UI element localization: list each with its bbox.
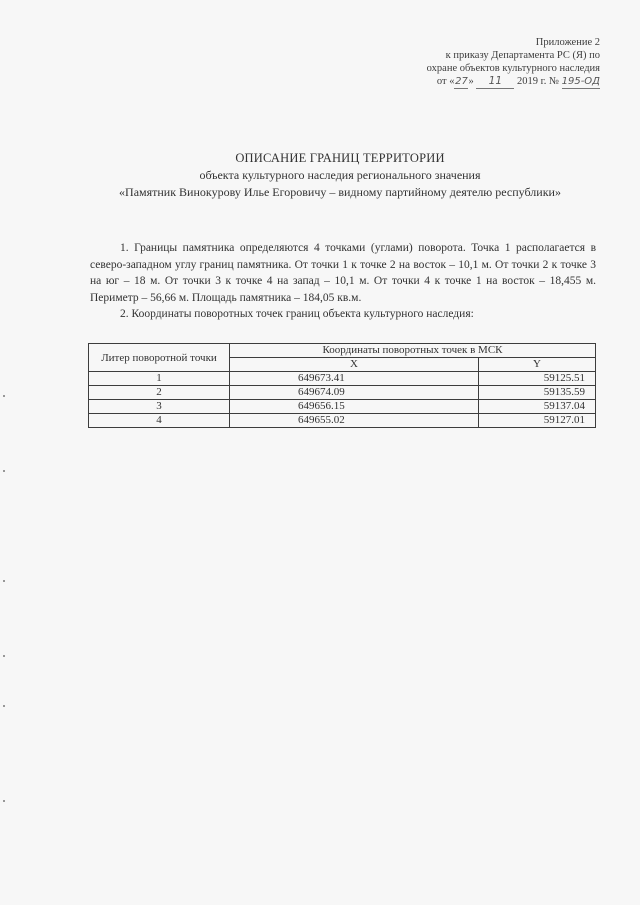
appendix-date-line (400, 75, 600, 89)
appendix-label: Приложение 2 (535, 37, 600, 48)
header-coordinates: Координаты поворотных точек в МСК (230, 344, 596, 358)
cell-x: 649673.41 (230, 372, 479, 386)
date-mid: » (468, 76, 474, 87)
paragraph-coordinates-intro: 2. Координаты поворотных точек границ объекта культурного наследия: (120, 308, 474, 320)
header-x: X (230, 358, 479, 372)
document-body (90, 240, 596, 323)
cell-x: 649674.09 (230, 386, 479, 400)
order-number: 195-ОД (561, 76, 600, 87)
scan-margin-marks (3, 0, 7, 905)
cell-y: 59127.01 (479, 414, 596, 428)
object-name: «Памятник Винокурову Илье Егоровичу – видному партийному деятелю республики» (119, 185, 561, 199)
paragraph-boundaries: 1. Границы памятника определяются 4 точками (углами) поворота. Точка 1 располагается в северо-западном углу границ памятника. От точки 1 к точке 2 на восток – 10,1 м. От точки 2 к точке 3 на юг – 18 м. От точки 3 к точке 4 на запад – 10,1 м. От точки 4 к точке 1 на восток – 18,455 м. Периметр – 56,66 м. Площадь памятника – 184,05 кв.м. (90, 242, 596, 304)
cell-y: 59135.59 (479, 386, 596, 400)
table-row (89, 400, 596, 414)
date-year: 2019 г. № (516, 76, 559, 87)
table-header-row (89, 344, 596, 358)
cell-x: 649656.15 (230, 400, 479, 414)
cell-y: 59125.51 (479, 372, 596, 386)
appendix-order-ref: к приказу Департамента РС (Я) по (445, 50, 600, 61)
date-day: 27 (455, 76, 468, 87)
document-title-block (60, 150, 620, 201)
document-title: ОПИСАНИЕ ГРАНИЦ ТЕРРИТОРИИ (235, 151, 445, 165)
cell-point: 1 (89, 372, 230, 386)
cell-point: 2 (89, 386, 230, 400)
table-row (89, 372, 596, 386)
cell-point: 3 (89, 400, 230, 414)
coordinates-table (88, 343, 596, 428)
cell-y: 59137.04 (479, 400, 596, 414)
appendix-header (400, 36, 600, 89)
date-month: 11 (476, 75, 514, 89)
appendix-department: охране объектов культурного наследия (426, 63, 600, 74)
table-row (89, 414, 596, 428)
header-point-letter: Литер поворотной точки (89, 344, 230, 372)
document-subtitle: объекта культурного наследия регионального значения (199, 168, 481, 182)
cell-x: 649655.02 (230, 414, 479, 428)
cell-point: 4 (89, 414, 230, 428)
table-row (89, 386, 596, 400)
header-y: Y (479, 358, 596, 372)
date-prefix: от « (436, 76, 455, 87)
